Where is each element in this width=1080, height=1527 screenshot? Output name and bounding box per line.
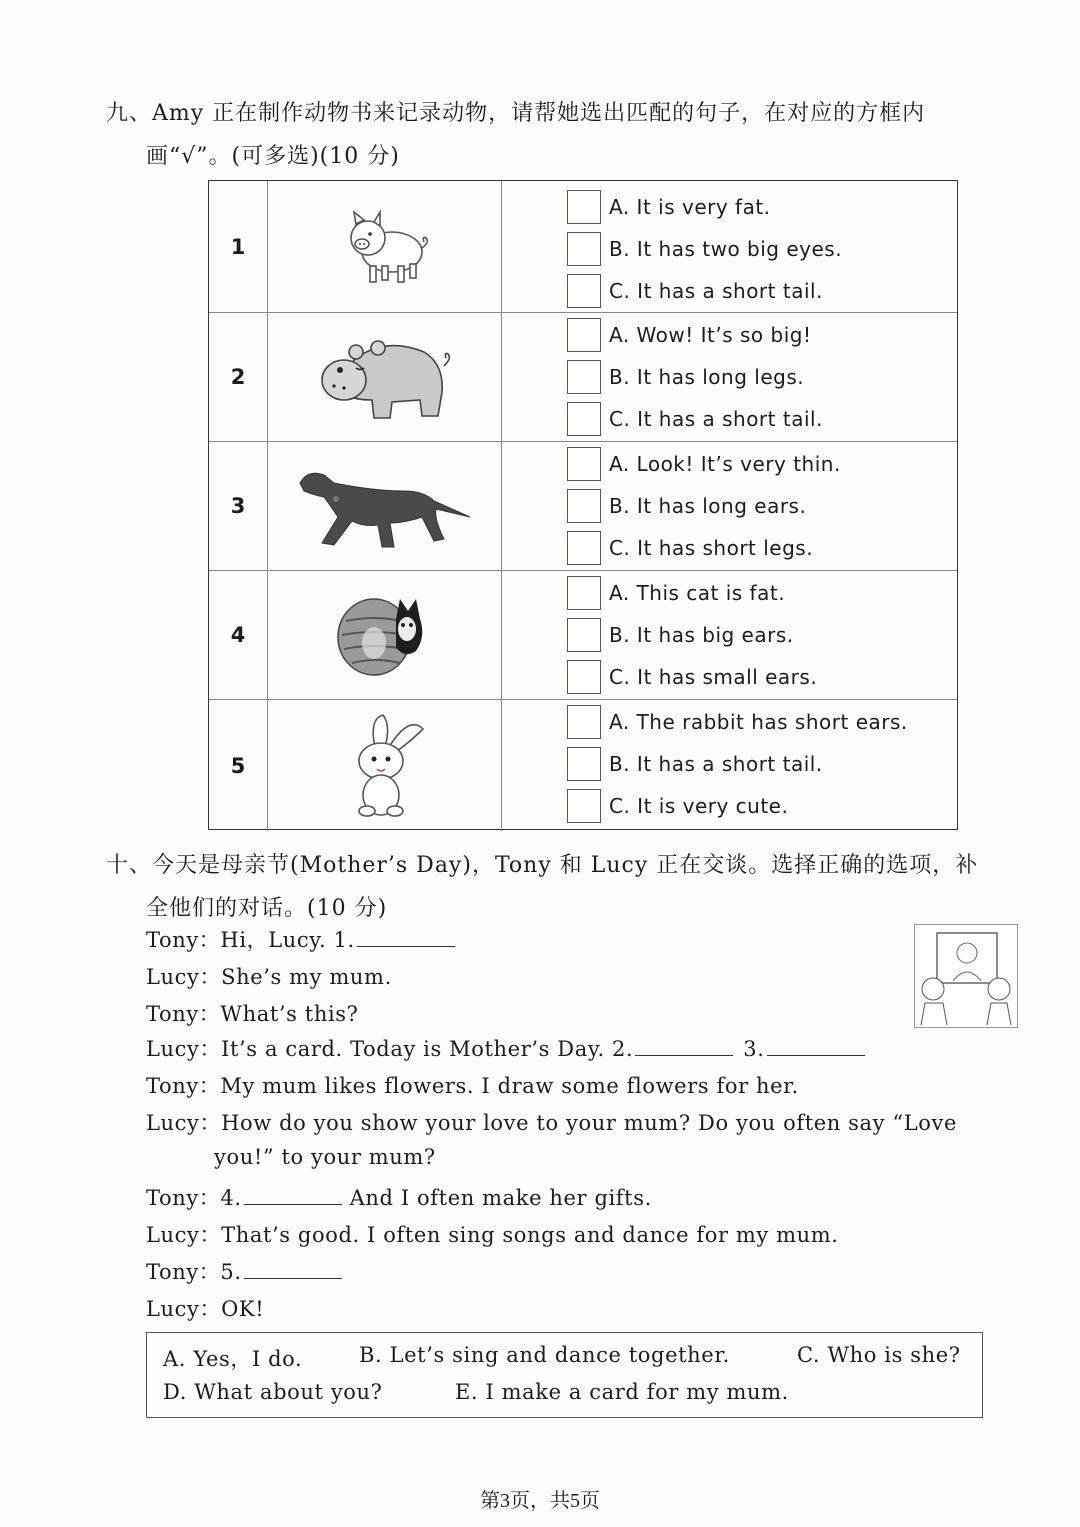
hippo-icon (314, 330, 454, 425)
answer-blank-4[interactable] (244, 1186, 342, 1205)
option-label: C. It has a short tail. (609, 279, 823, 303)
answer-blank-3[interactable] (767, 1037, 865, 1056)
section9-heading (106, 96, 925, 170)
dog-picture (267, 442, 502, 570)
dialogue-line (146, 1219, 839, 1249)
dialogue-text: Tony：4. (146, 1186, 242, 1210)
option-label: A. This cat is fat. (609, 581, 786, 605)
answer-checkbox[interactable] (567, 531, 601, 565)
answer-checkbox[interactable] (567, 660, 601, 694)
answer-checkbox[interactable] (567, 402, 601, 436)
answer-checkbox[interactable] (567, 447, 601, 481)
dialogue-text: Tony：5. (146, 1260, 242, 1284)
option-a (567, 705, 908, 739)
rabbit-icon (339, 711, 429, 821)
dialogue-text: Lucy：It’s a card. Today is Mother’s Day. 2. (146, 1037, 634, 1061)
option-label: B. It has big ears. (609, 623, 794, 647)
choice-e: E. I make a card for my mum. (455, 1380, 789, 1404)
table-row (209, 181, 957, 313)
answer-checkbox[interactable] (567, 705, 601, 739)
dialogue-line (146, 1256, 342, 1286)
row-options (501, 181, 957, 312)
dialogue-line (146, 1145, 436, 1169)
answer-checkbox[interactable] (567, 318, 601, 352)
table-row (209, 442, 957, 571)
option-label: C. It has small ears. (609, 665, 818, 689)
option-b (567, 232, 842, 266)
option-b (567, 618, 794, 652)
row-options (501, 313, 957, 441)
option-label: B. It has long legs. (609, 365, 805, 389)
option-label: A. Wow! It’s so big! (609, 323, 812, 347)
section10-heading (106, 848, 978, 922)
hippo-picture (267, 313, 502, 441)
section9-heading-line1: 九、Amy 正在制作动物书来记录动物，请帮她选出匹配的句子，在对应的方框内 (106, 101, 926, 126)
dialogue-text: Tony：My mum likes flowers. I draw some flowers for her. (146, 1074, 799, 1098)
answer-checkbox[interactable] (567, 489, 601, 523)
option-b (567, 747, 823, 781)
page-number: 第3页，共5页 (480, 1490, 600, 1512)
answer-checkbox[interactable] (567, 747, 601, 781)
dialogue-text: Lucy：OK! (146, 1297, 265, 1321)
table-row (209, 313, 957, 442)
row-number: 5 (209, 700, 268, 831)
dog-icon (294, 461, 474, 551)
option-c (567, 274, 823, 308)
dialogue-text: Lucy：She’s my mum. (146, 965, 392, 989)
row-options (501, 700, 957, 831)
row-options (501, 571, 957, 699)
row-number: 4 (209, 571, 268, 699)
dialogue-line (146, 1070, 799, 1100)
table-row (209, 700, 957, 831)
option-c (567, 402, 823, 436)
row-number: 2 (209, 313, 268, 441)
animal-matching-table (208, 180, 958, 830)
blank-number: 3. (743, 1037, 765, 1061)
option-label: B. It has long ears. (609, 494, 807, 518)
row-number: 3 (209, 442, 268, 570)
section10-heading-line1: 十、今天是母亲节(Mother’s Day)，Tony 和 Lucy 正在交谈。选择正确的选项，补 (106, 853, 979, 878)
option-b (567, 489, 806, 523)
option-c (567, 660, 817, 694)
answer-checkbox[interactable] (567, 274, 601, 308)
dialogue-line (146, 1293, 264, 1323)
option-label: B. It has a short tail. (609, 752, 823, 776)
answer-blank-2[interactable] (635, 1037, 733, 1056)
choice-b: B. Let’s sing and dance together. (359, 1343, 730, 1367)
answer-checkbox[interactable] (567, 576, 601, 610)
dialogue-text: Tony：What’s this? (146, 1002, 359, 1026)
option-label: C. It has short legs. (609, 536, 814, 560)
dialogue-line (146, 1107, 957, 1137)
dialogue-line (146, 961, 392, 991)
table-row (209, 571, 957, 700)
option-label: C. It has a short tail. (609, 407, 823, 431)
option-a (567, 447, 841, 481)
cat-picture (267, 571, 502, 699)
dialogue-text: Lucy：How do you show your love to your mum? Do you often say “Love (146, 1111, 958, 1135)
option-label: A. Look! It’s very thin. (609, 452, 841, 476)
cat-icon (334, 585, 434, 685)
dialogue-text: Tony：Hi，Lucy. 1. (146, 928, 355, 952)
row-number: 1 (209, 181, 268, 312)
choice-c: C. Who is she? (797, 1343, 961, 1367)
option-a (567, 576, 785, 610)
option-label: A. It is very fat. (609, 195, 771, 219)
answer-checkbox[interactable] (567, 232, 601, 266)
rabbit-picture (267, 700, 502, 831)
choice-a: A. Yes，I do. (163, 1347, 303, 1371)
choice-d: D. What about you? (163, 1380, 383, 1404)
answer-checkbox[interactable] (567, 190, 601, 224)
pig-icon (334, 202, 434, 292)
section10-heading-line2: 全他们的对话。(10 分) (146, 896, 388, 921)
option-c (567, 531, 813, 565)
answer-blank-5[interactable] (244, 1260, 342, 1279)
answer-choices-box (146, 1332, 983, 1418)
answer-blank-1[interactable] (357, 928, 455, 947)
dialogue-line (146, 1033, 865, 1063)
option-label: C. It is very cute. (609, 794, 789, 818)
option-label: B. It has two big eyes. (609, 237, 843, 261)
option-a (567, 318, 811, 352)
answer-checkbox[interactable] (567, 789, 601, 823)
children-with-portrait-icon (915, 925, 1017, 1027)
dialogue-text-after: And I often make her gifts. (349, 1186, 652, 1210)
answer-checkbox[interactable] (567, 360, 601, 394)
answer-checkbox[interactable] (567, 618, 601, 652)
dialogue-text: you!” to your mum? (214, 1145, 436, 1169)
option-b (567, 360, 804, 394)
pig-picture (267, 181, 502, 312)
dialogue-line (146, 998, 359, 1028)
option-label: A. The rabbit has short ears. (609, 710, 908, 734)
dialogue-line (146, 924, 455, 954)
dialogue-text: Lucy：That’s good. I often sing songs and dance for my mum. (146, 1223, 839, 1247)
section9-heading-line2: 画“√”。(可多选)(10 分) (146, 144, 400, 169)
dialogue-line (146, 1182, 652, 1212)
dialogue-illustration (914, 924, 1018, 1028)
row-options (501, 442, 957, 570)
option-a (567, 190, 771, 224)
option-c (567, 789, 788, 823)
